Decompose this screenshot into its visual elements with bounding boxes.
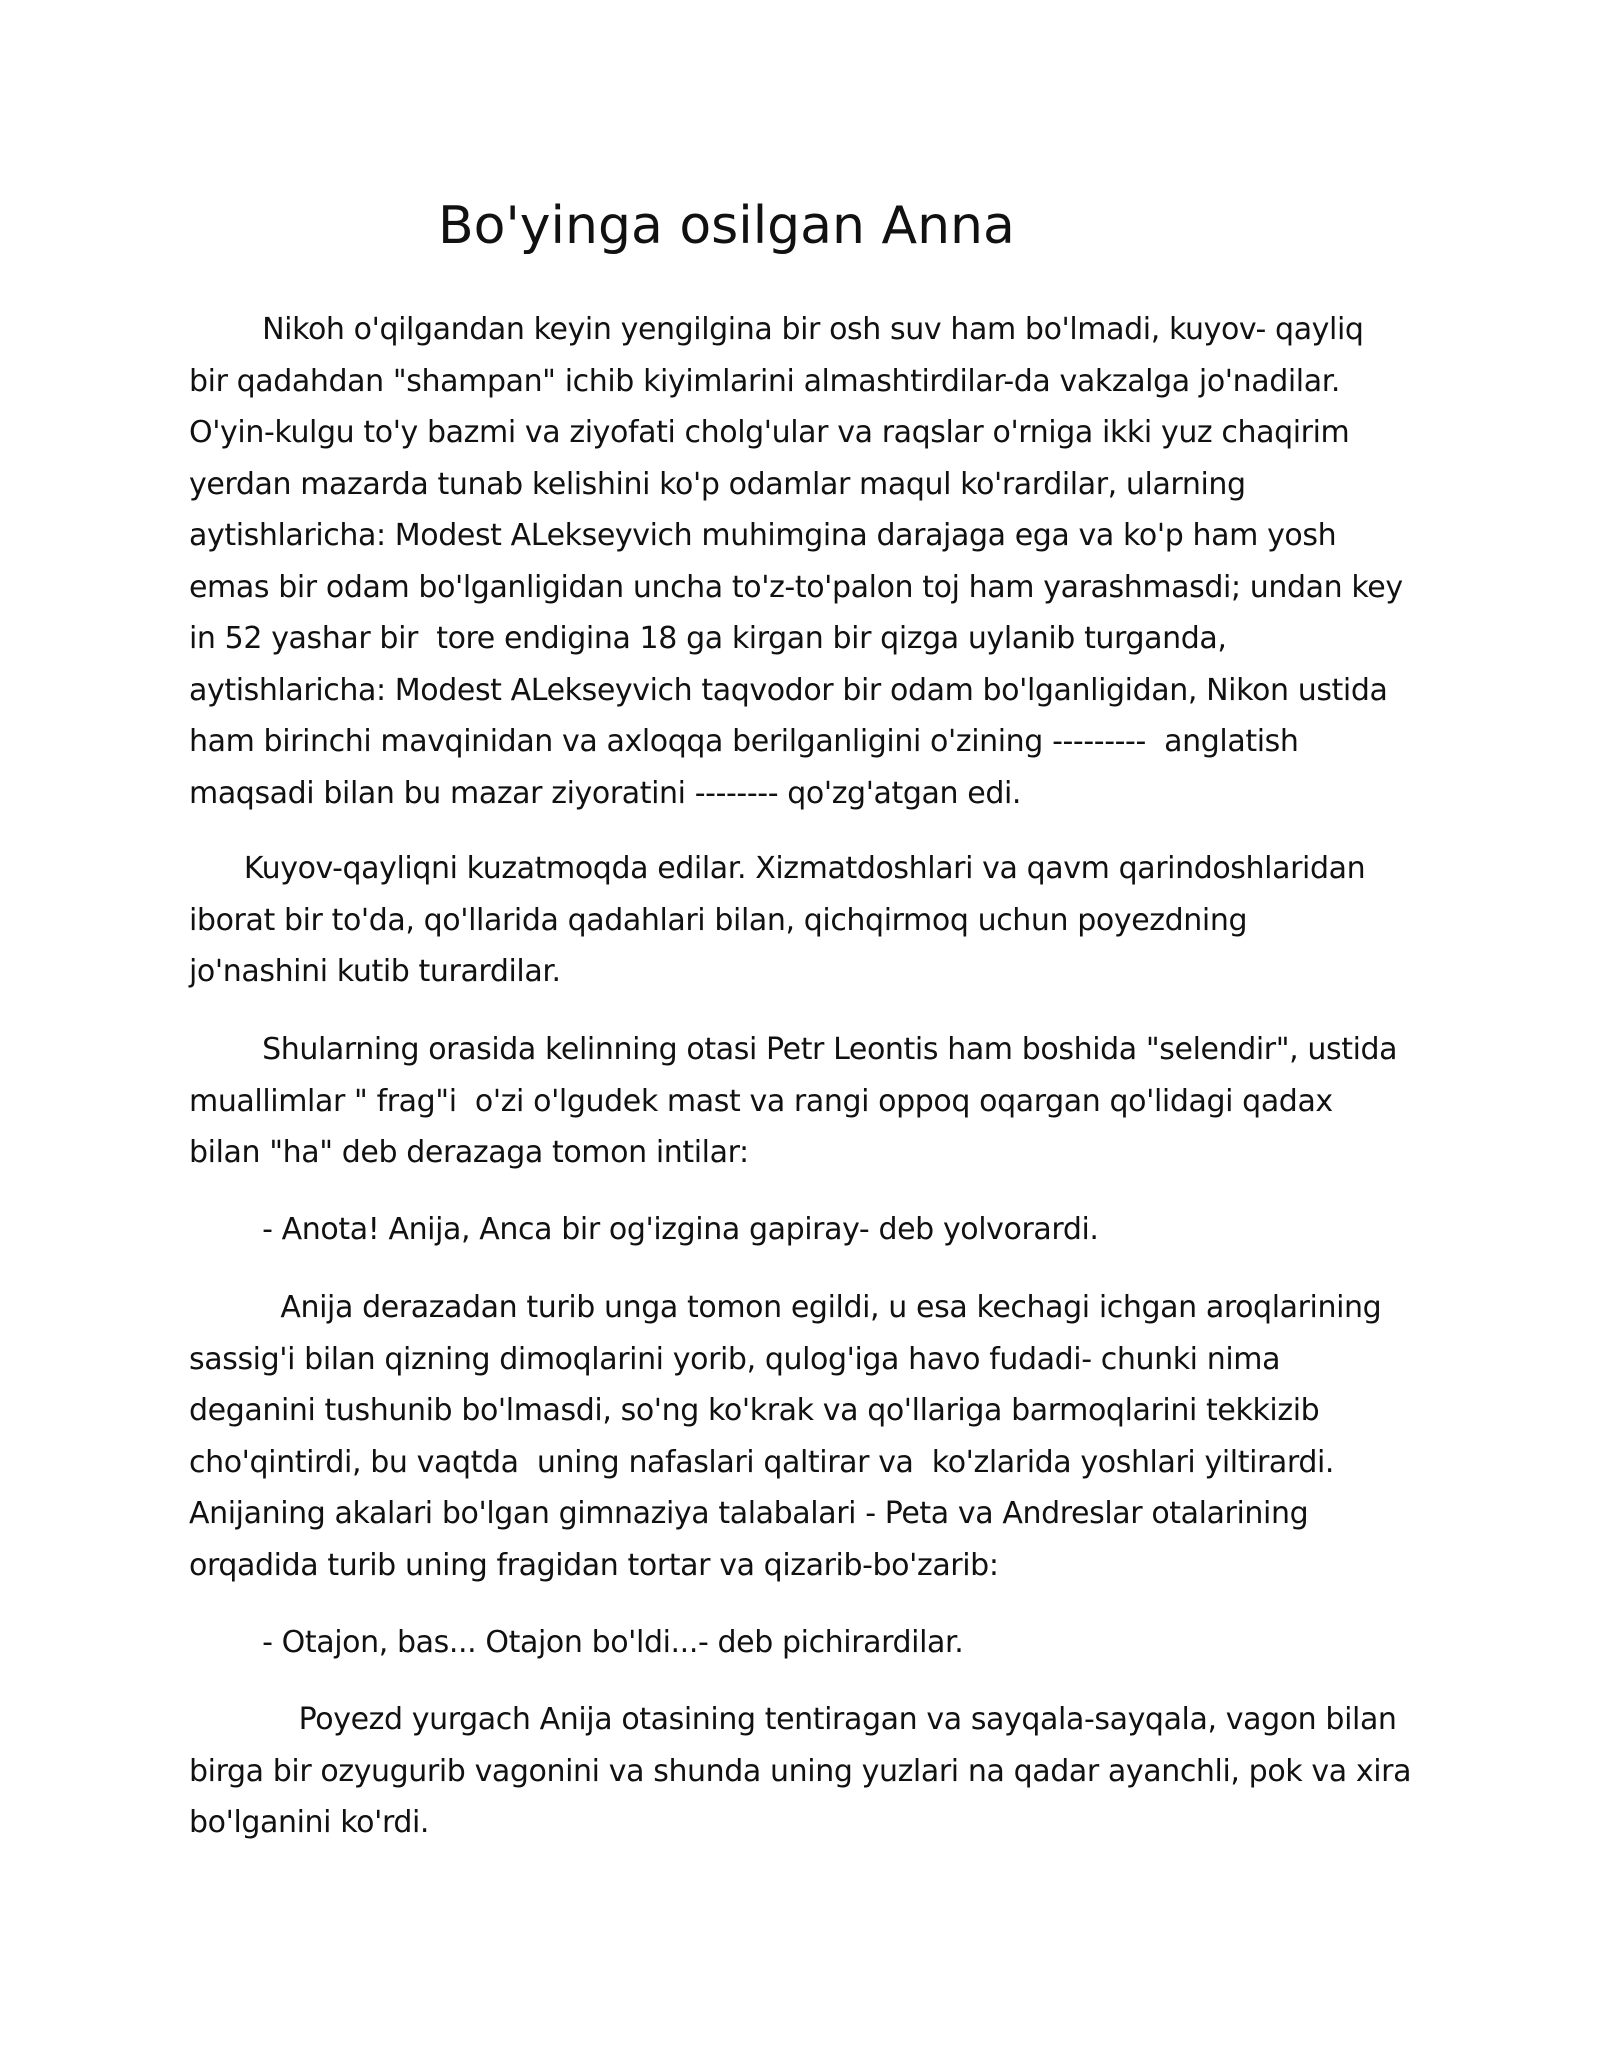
paragraph-line: - Anota! Anija, Anca bir og'izgina gapiray- deb yolvorardi.: [189, 1212, 1099, 1247]
paragraph-line: orqadida turib uning fragidan tortar va qizarib-bo'zarib:: [189, 1547, 999, 1583]
paragraph-6: [189, 1617, 1434, 1669]
paragraph-line: O'yin-kulgu to'y bazmi va ziyofati cholg'ular va raqslar o'rniga ikki yuz chaqirim: [189, 415, 1350, 450]
document-title: Bo'yinga osilgan Anna: [438, 196, 1015, 256]
paragraph-line: Anijaning akalari bo'lgan gimnaziya talabalari - Peta va Andreslar otalarining: [189, 1496, 1309, 1531]
paragraph-line: deganini tushunib bo'lmasdi, so'ng ko'krak va qo'llariga barmoqlarini tekkizib: [189, 1393, 1320, 1428]
paragraph-line: cho'qintirdi, bu vaqtda uning nafaslari qaltirar va ko'zlarida yoshlari yiltirardi.: [189, 1444, 1335, 1480]
paragraph-3: [189, 1024, 1434, 1179]
paragraph-line: Shularning orasida kelinning otasi Petr Leontis ham boshida "selendir", ustida: [189, 1032, 1398, 1067]
paragraph-line: Poyezd yurgach Anija otasining tentiragan va sayqala-sayqala, vagon bilan: [189, 1702, 1397, 1737]
paragraph-line: muallimlar " frag"i o'zi o'lgudek mast va rangi oppoq oqargan qo'lidagi qadax: [189, 1083, 1333, 1119]
paragraph-line: birga bir ozyugurib vagonini va shunda uning yuzlari na qadar ayanchli, pok va xira: [189, 1753, 1412, 1789]
paragraph-1: [189, 304, 1434, 819]
paragraph-line: iborat bir to'da, qo'llarida qadahlari bilan, qichqirmoq uchun poyezdning: [189, 902, 1248, 938]
paragraph-line: Kuyov-qayliqni kuzatmoqda edilar. Xizmatdoshlari va qavm qarindoshlaridan: [189, 851, 1366, 886]
paragraph-line: sassig'i bilan qizning dimoqlarini yorib, qulog'iga havo fudadi- chunki nima: [189, 1341, 1281, 1377]
paragraph-line: Nikoh o'qilgandan keyin yengilgina bir osh suv ham bo'lmadi, kuyov- qayliq: [189, 312, 1364, 347]
paragraph-line: maqsadi bilan bu mazar ziyoratini -------- qo'zg'atgan edi.: [189, 775, 1022, 811]
paragraph-7: [189, 1694, 1434, 1849]
paragraph-line: bo'lganini ko'rdi.: [189, 1805, 430, 1840]
paragraph-line: aytishlaricha: Modest ALekseyvich muhimgina darajaga ega va ko'p ham yosh: [189, 518, 1337, 553]
paragraph-line: - Otajon, bas... Otajon bo'ldi...- deb pichirardilar.: [189, 1625, 964, 1660]
paragraph-4: [189, 1204, 1434, 1256]
paragraph-line: bir qadahdan "shampan" ichib kiyimlarini almashtirdilar-da vakzalga jo'nadilar.: [189, 363, 1341, 399]
paragraph-line: jo'nashini kutib turardilar.: [189, 954, 561, 989]
paragraph-line: ham birinchi mavqinidan va axloqqa berilganligini o'zining --------- anglatish: [189, 724, 1299, 759]
paragraph-line: emas bir odam bo'lganligidan uncha to'z-to'palon toj ham yarashmasdi; undan key: [189, 569, 1403, 605]
paragraph-line: yerdan mazarda tunab kelishini ko'p odamlar maqul ko'rardilar, ularning: [189, 466, 1246, 502]
paragraph-line: in 52 yashar bir tore endigina 18 ga kirgan bir qizga uylanib turganda,: [189, 621, 1227, 656]
paragraph-line: Anija derazadan turib unga tomon egildi, u esa kechagi ichgan aroqlarining: [189, 1290, 1382, 1325]
paragraph-line: aytishlaricha: Modest ALekseyvich taqvodor bir odam bo'lganligidan, Nikon ustida: [189, 672, 1388, 708]
paragraph-line: bilan "ha" deb derazaga tomon intilar:: [189, 1135, 749, 1170]
paragraph-5: [189, 1282, 1434, 1591]
paragraph-2: [189, 843, 1434, 998]
